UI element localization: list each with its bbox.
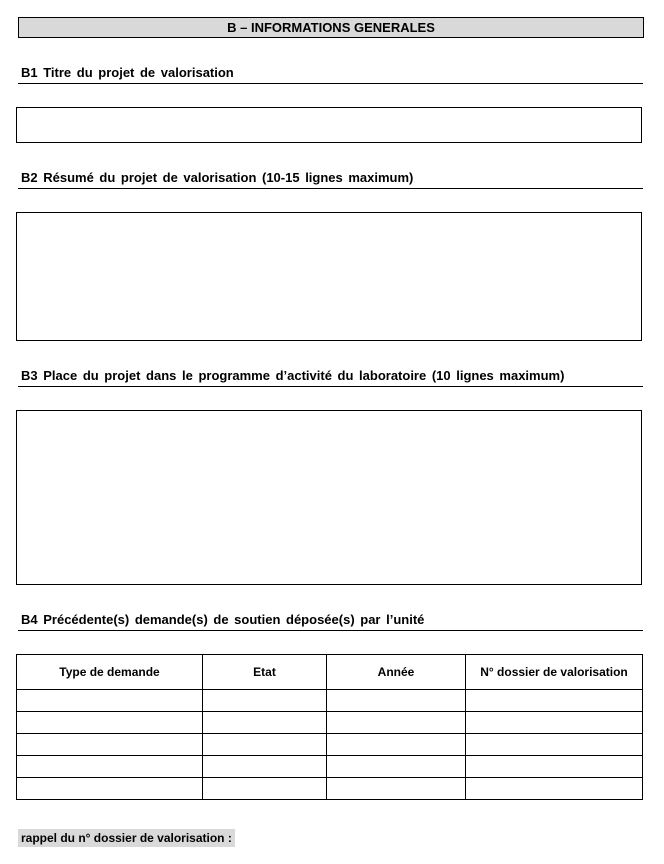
table-cell[interactable]: [327, 778, 466, 800]
table-row: [17, 734, 643, 756]
table-cell[interactable]: [17, 734, 203, 756]
b2-heading: B2 Résumé du projet de valorisation (10-15 lignes maximum): [18, 169, 643, 189]
b1-heading: B1 Titre du projet de valorisation: [18, 64, 643, 84]
b1-title-field[interactable]: [16, 107, 642, 143]
b3-lab-program-field[interactable]: [16, 410, 642, 585]
table-cell[interactable]: [327, 734, 466, 756]
table-row: [17, 712, 643, 734]
table-cell[interactable]: [17, 778, 203, 800]
table-cell[interactable]: [466, 734, 643, 756]
table-cell[interactable]: [17, 690, 203, 712]
b3-heading: B3 Place du projet dans le programme d’activité du laboratoire (10 lignes maximum): [18, 367, 643, 387]
table-cell[interactable]: [466, 712, 643, 734]
table-cell[interactable]: [466, 756, 643, 778]
rappel-dossier-label: rappel du n° dossier de valorisation :: [18, 829, 235, 847]
table-cell[interactable]: [466, 690, 643, 712]
table-cell[interactable]: [203, 756, 327, 778]
table-row: [17, 756, 643, 778]
table-row: [17, 778, 643, 800]
column-header-dossier: N° dossier de valorisation: [466, 655, 643, 690]
table-cell[interactable]: [17, 756, 203, 778]
table-cell[interactable]: [17, 712, 203, 734]
b2-summary-field[interactable]: [16, 212, 642, 341]
table-cell[interactable]: [327, 712, 466, 734]
section-title: B – INFORMATIONS GENERALES: [18, 17, 644, 38]
table-cell[interactable]: [203, 712, 327, 734]
table-cell[interactable]: [466, 778, 643, 800]
table-cell[interactable]: [203, 734, 327, 756]
table-cell[interactable]: [203, 690, 327, 712]
table-row: [17, 690, 643, 712]
column-header-type: Type de demande: [17, 655, 203, 690]
column-header-etat: Etat: [203, 655, 327, 690]
table-cell[interactable]: [203, 778, 327, 800]
table-cell[interactable]: [327, 756, 466, 778]
table-cell[interactable]: [327, 690, 466, 712]
previous-requests-table: [16, 654, 643, 800]
column-header-annee: Année: [327, 655, 466, 690]
table-header-row: [17, 655, 643, 690]
b4-heading: B4 Précédente(s) demande(s) de soutien déposée(s) par l’unité: [18, 611, 643, 631]
